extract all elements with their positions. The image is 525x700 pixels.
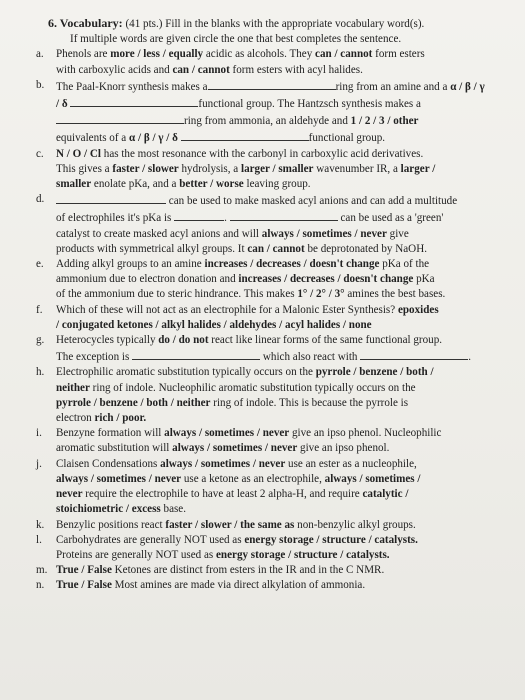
option-group[interactable]: more / less / equally [110, 48, 204, 61]
option-group[interactable]: pyrrole / benzene / both / neither [56, 396, 211, 409]
text: Which of these will not act as an electrophile for a Malonic Ester Synthesis? [56, 303, 398, 316]
text: Proteins are generally NOT used as [56, 548, 216, 561]
text: ring from ammonia, an aldehyde and [184, 115, 351, 128]
text: can be used as a 'green' [340, 212, 444, 225]
question-subinstructions: If multiple words are given circle the one that best completes the sentence. [70, 33, 402, 46]
item-h [30, 365, 499, 426]
answer-blank[interactable] [230, 209, 338, 221]
option-group[interactable]: always / sometimes / never [172, 442, 298, 455]
option-group[interactable]: α / β / γ / δ [129, 132, 178, 145]
item-letter: b. [36, 78, 45, 91]
question-instructions: (41 pts.) Fill in the blanks with the appropriate vocabulary word(s). [125, 18, 425, 30]
option-group[interactable]: larger / [400, 162, 436, 175]
option-group[interactable]: / δ [56, 98, 68, 111]
option-group[interactable]: can / cannot [172, 63, 230, 76]
text: form esters [372, 48, 425, 61]
option-group[interactable]: / conjugated ketones / alkyl halides / aldehydes / acyl halides / none [56, 318, 372, 331]
option-group[interactable]: always / sometimes / [324, 472, 421, 485]
item-letter: l. [36, 533, 42, 546]
answer-blank[interactable] [181, 129, 309, 141]
text: be deprotonated by NaOH. [304, 242, 427, 255]
text: form esters with acyl halides. [229, 63, 363, 76]
item-letter: j. [36, 457, 42, 470]
item-letter: i. [36, 427, 42, 440]
item-letter: k. [36, 518, 45, 531]
question-label: Vocabulary: [59, 16, 123, 30]
text: of the ammonium due to steric hindrance. This makes [56, 288, 298, 301]
text: has the most resonance with the carbonyl in carboxylic acid derivatives. [101, 147, 424, 160]
text: use an ester as a nucleophile, [285, 457, 417, 470]
item-i [30, 426, 499, 456]
text: can be used to make masked acyl anions and can add a multitude [168, 195, 458, 208]
option-group[interactable]: can / cannot [247, 242, 305, 255]
option-group[interactable]: rich / poor. [94, 412, 147, 425]
item-j [30, 457, 499, 518]
text: of electrophiles it's pKa is [56, 212, 172, 225]
option-group[interactable]: energy storage / structure / catalysts. [244, 533, 418, 546]
text: The exception is [56, 351, 130, 364]
item-b [30, 78, 499, 147]
text: non-benzylic alkyl groups. [294, 518, 416, 531]
text: ring from an amine and a [335, 80, 451, 93]
text: Phenols are [56, 48, 111, 61]
option-group[interactable]: smaller [56, 178, 92, 191]
answer-blank[interactable] [70, 95, 198, 107]
option-group[interactable]: increases / decreases / doesn't change [238, 273, 414, 286]
text: base. [160, 503, 187, 516]
item-k [30, 518, 499, 533]
text: enolate pKa, and a [91, 178, 180, 191]
answer-blank[interactable] [132, 348, 260, 360]
text: . [468, 351, 472, 364]
item-letter: a. [36, 48, 44, 61]
question-number: 6. [48, 16, 57, 30]
text: which also react with [262, 351, 358, 364]
text: with carboxylic acids and [56, 63, 173, 76]
text: products with symmetrical alkyl groups. It [56, 242, 248, 255]
text: Electrophilic aromatic substitution typically occurs on the [56, 366, 316, 379]
item-g [30, 333, 499, 365]
item-d [30, 192, 499, 257]
option-group[interactable]: catalytic / [362, 488, 409, 501]
option-group[interactable]: 1 / 2 / 3 / other [350, 115, 419, 128]
text: give [386, 227, 409, 240]
option-group[interactable]: never [56, 488, 83, 501]
option-group[interactable]: can / cannot [315, 48, 373, 61]
text: Adding alkyl groups to an amine [56, 258, 205, 271]
option-group[interactable]: always / sometimes / never [261, 227, 387, 240]
option-group[interactable]: epoxides [397, 303, 439, 316]
item-c [30, 147, 499, 193]
text: equivalents of a [56, 132, 130, 145]
text: functional group. [308, 132, 386, 145]
text: ammonium due to electron donation and [56, 273, 239, 286]
text: functional group. The Hantzsch synthesis makes a [198, 98, 421, 111]
text: This gives a [56, 162, 113, 175]
text: catalyst to create masked acyl anions and will [56, 227, 262, 240]
option-group[interactable]: do / do not [158, 334, 209, 347]
text: The Paal-Knorr synthesis makes a [56, 80, 208, 93]
option-group[interactable]: faster / slower / the same as [165, 518, 295, 531]
option-group[interactable]: α / β / γ [450, 80, 485, 93]
answer-blank[interactable] [174, 209, 224, 221]
text: pKa [413, 273, 435, 286]
text: . [224, 212, 227, 225]
question-header [30, 16, 499, 32]
item-letter: n. [36, 579, 45, 592]
answer-blank[interactable] [56, 112, 184, 124]
item-l [30, 533, 499, 563]
text: Benzylic positions react [56, 518, 166, 531]
option-group[interactable]: N / O / Cl [56, 147, 101, 160]
option-group[interactable]: neither [56, 381, 90, 394]
text: Claisen Condensations [56, 457, 161, 470]
answer-blank[interactable] [56, 192, 166, 204]
item-e [30, 257, 499, 303]
text: amines the best bases. [344, 288, 446, 301]
item-letter: f. [36, 303, 43, 316]
answer-blank[interactable] [208, 78, 336, 90]
item-letter: e. [36, 258, 44, 271]
text: electron [56, 412, 95, 425]
text: react like linear forms of the same functional group. [208, 334, 443, 347]
text: Most amines are made via direct alkylation of ammonia. [111, 579, 366, 592]
option-group[interactable]: pyrrole / benzene / both / [315, 366, 434, 379]
option-group[interactable]: always / sometimes / never [160, 457, 286, 470]
option-group[interactable]: faster / slower [112, 162, 179, 175]
answer-blank[interactable] [360, 348, 468, 360]
option-group[interactable]: larger / smaller [240, 162, 314, 175]
text: leaving group. [243, 178, 311, 191]
item-m [30, 563, 499, 578]
item-letter: h. [36, 366, 45, 379]
option-group[interactable]: True / False [56, 564, 112, 577]
text: use a ketone as an electrophile, [181, 472, 325, 485]
text: ring of indole. This is because the pyrrole is [210, 396, 409, 409]
option-group[interactable]: better / worse [179, 178, 244, 191]
option-group[interactable]: 1° / 2° / 3° [297, 288, 345, 301]
item-letter: c. [36, 147, 44, 160]
text: require the electrophile to have at least 2 alpha-H, and require [82, 488, 363, 501]
option-group[interactable]: always / sometimes / never [56, 472, 182, 485]
text: Heterocycles typically [56, 334, 159, 347]
text: aromatic substitution will [56, 442, 173, 455]
text: hydrolysis, a [178, 162, 241, 175]
option-group[interactable]: stoichiometric / excess [56, 503, 161, 516]
text: Benzyne formation will [56, 427, 165, 440]
text: ring of indole. Nucleophilic aromatic substitution typically occurs on the [89, 381, 416, 394]
option-group[interactable]: True / False [56, 579, 112, 592]
text: wavenumber IR, a [313, 162, 401, 175]
text: Ketones are distinct from esters in the IR and in the C NMR. [111, 564, 385, 577]
text: give an ipso phenol. Nucleophilic [289, 427, 442, 440]
item-letter: m. [36, 564, 48, 577]
item-f [30, 303, 499, 333]
item-n [30, 578, 499, 593]
text: give an ipso phenol. [297, 442, 390, 455]
text: acidic as alcohols. They [203, 48, 316, 61]
option-group[interactable]: always / sometimes / never [164, 427, 290, 440]
item-letter: g. [36, 334, 45, 347]
item-letter: d. [36, 193, 45, 206]
text: Carbohydrates are generally NOT used as [56, 533, 245, 546]
item-a [30, 47, 499, 77]
option-group[interactable]: increases / decreases / doesn't change [204, 258, 380, 271]
text: pKa of the [379, 258, 430, 271]
option-group[interactable]: energy storage / structure / catalysts. [216, 548, 390, 561]
